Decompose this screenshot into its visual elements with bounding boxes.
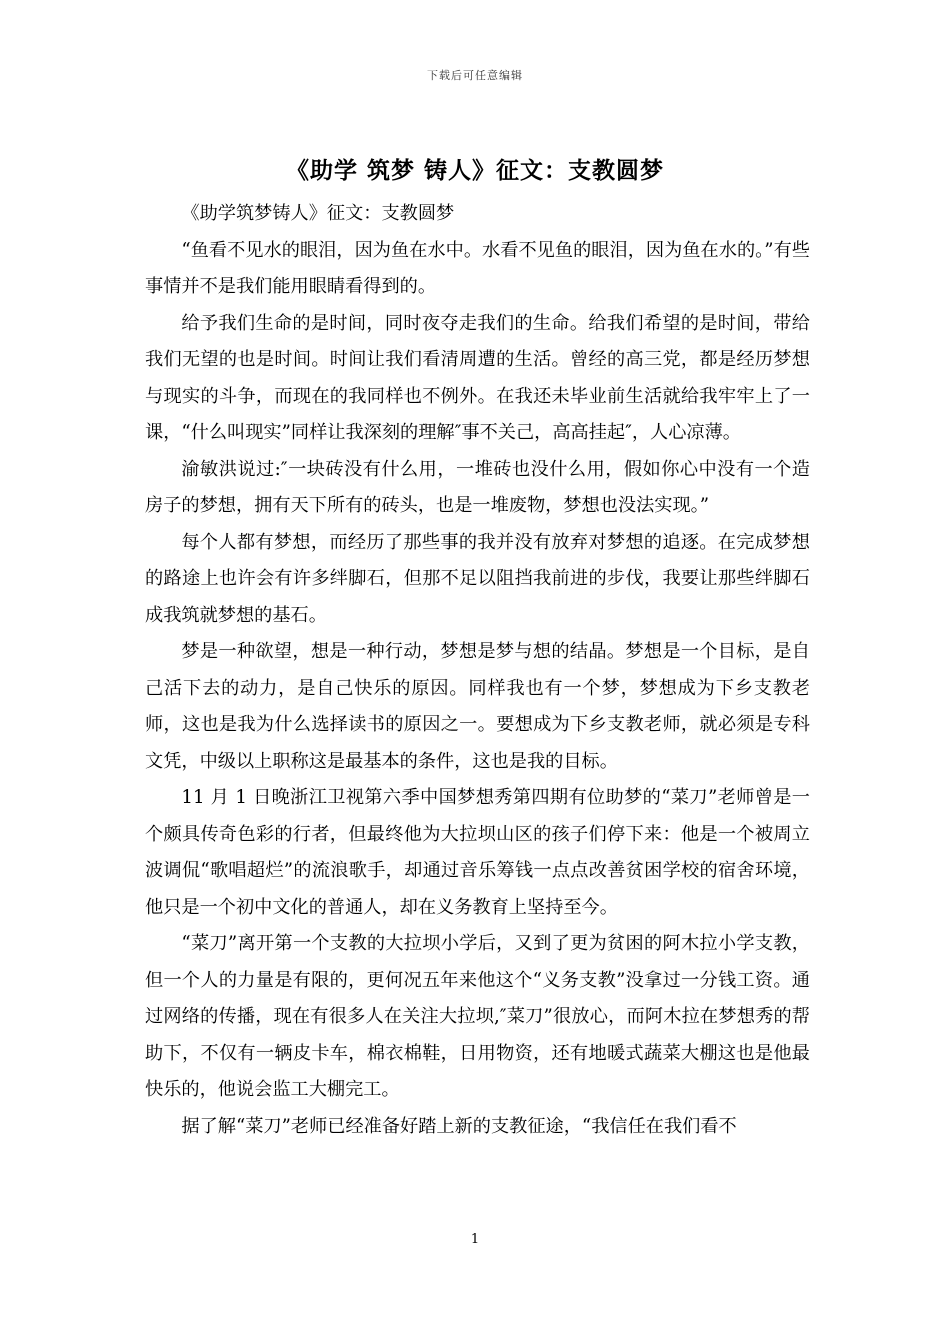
paragraph-subtitle: 《助学筑梦铸人》征文：支教圆梦 — [181, 203, 455, 224]
page-header-note: 下载后可任意编辑 — [427, 69, 523, 82]
paragraph-dream-show: 11 月 1 日晚浙江卫视第六季中国梦想秀第四期有位助梦的“菜刀”老师曾是一个颇具传奇色彩的行者，但最终他为大拉坝山区的孩子们停下来：他是一个被周立波调侃“歌唱超烂”的流浪歌手，却通过音乐筹钱一点点改善贫困学校的宿舍环境，他只是一个初中文化的普通人，却在义务教育上坚持至今。 — [145, 787, 810, 918]
paragraph-pursuit: 每个人都有梦想，而经历了那些事的我并没有放弃对梦想的追逐。在完成梦想的路途上也许会有许多绊脚石，但那不足以阻挡我前进的步伐，我要让那些绊脚石成我筑就梦想的基石。 — [145, 531, 810, 626]
page-number: 1 — [470, 1232, 480, 1247]
paragraph-time: 给予我们生命的是时间，同时夜夺走我们的生命。给我们希望的是时间，带给我们无望的也是时间。时间让我们看清周遭的生活。曾经的高三党，都是经历梦想与现实的斗争，而现在的我同样也不例外。在我还未毕业前生活就给我牢牢上了一课，“什么叫现实”同样让我深刻的理解″事不关己，高高挂起″，人心凉薄。 — [145, 312, 810, 443]
document-title: 《助学 筑梦 铸人》征文：支教圆梦 — [285, 157, 664, 184]
paragraph-caidao-teacher: “菜刀”离开第一个支教的大拉坝小学后，又到了更为贫困的阿木拉小学支教，但一个人的力量是有限的，更何况五年来他这个“义务支教”没拿过一分钱工资。通过网络的传播，现在有很多人在关注大拉坝,″菜刀”很放心，而阿木拉在梦想秀的帮助下，不仅有一辆皮卡车，棉衣棉鞋，日用物资，还有地暖式蔬菜大棚这也是他最快乐的，他说会监工大棚完工。 — [145, 933, 810, 1100]
paragraph-brick-quote: 渝敏洪说过:″一块砖没有什么用，一堆砖也没什么用，假如你心中没有一个造房子的梦想，拥有天下所有的砖头，也是一堆废物，梦想也没法实现。” — [145, 458, 810, 516]
paragraph-new-journey: 据了解“菜刀”老师已经准备好踏上新的支教征途，“我信任在我们看不 — [181, 1115, 737, 1137]
paragraph-dream-definition: 梦是一种欲望，想是一种行动，梦想是梦与想的结晶。梦想是一个目标，是自己活下去的动力，是自己快乐的原因。同样我也有一个梦，梦想成为下乡支教老师，这也是我为什么选择读书的原因之一。要想成为下乡支教老师，就必须是专科文凭，中级以上职称这是最基本的条件，这也是我的目标。 — [145, 641, 810, 772]
document-body — [145, 196, 810, 1145]
paragraph-fish-quote: “鱼看不见水的眼泪，因为鱼在水中。水看不见鱼的眼泪，因为鱼在水的。”有些事情并不是我们能用眼睛看得到的。 — [145, 239, 810, 297]
